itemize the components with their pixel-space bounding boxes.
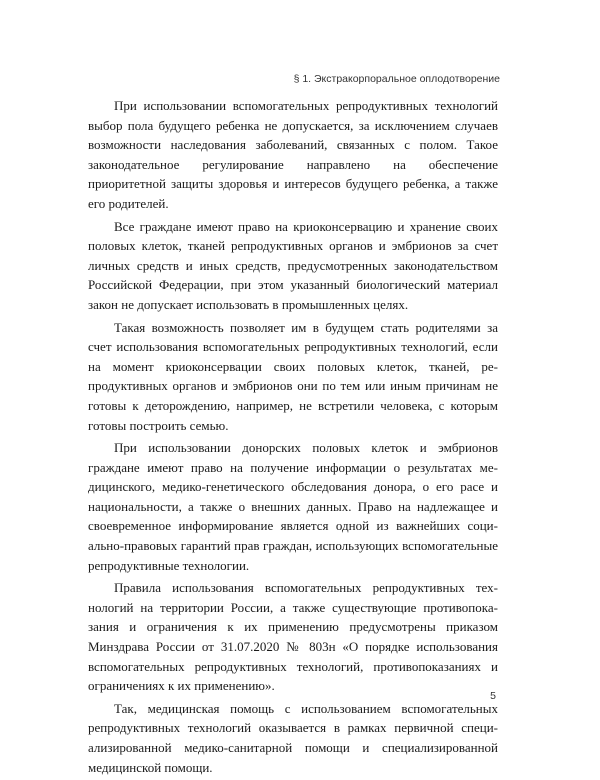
paragraph-4: При использовании донорских половых клеток и эмбрионов граждане имеют право на получение информации о результатах медицинского, медико-генетического обследования донора, о его расе и национальности, а также о внешних данных. Право на надлежащее и своевременное информирование является одной из важнейших социально-правовых гарантий прав граждан, использующих вспомогательные репродуктивные технологии. (88, 440, 498, 573)
page-number: 5 (490, 690, 496, 702)
body-text (88, 96, 498, 780)
paragraph-5: Правила использования вспомогательных репродуктивных технологий на территории России, а также существующие противопоказания и ограничения к их применению предусмотрены приказом Минздрава России от 31.07.2020 № 803н «О порядке использования вспомогательных репродуктивных технологий, противопоказаниях и ограничениях к их применению». (88, 580, 498, 694)
paragraph-2: Все граждане имеют право на криоконсервацию и хранение своих половых клеток, тканей репродуктивных органов и эмбрионов за счет личных средств и иных средств, предусмотренных законодательством Российской Федерации, при этом указанный биологический материал закон не допускает использовать в промышленных целях. (88, 218, 498, 312)
paragraph-3: Такая возможность позволяет им в будущем стать родителями за счет использования вспомогательных репродуктивных технологий, если на момент криоконсервации своих половых клеток, тканей, репродуктивных органов и эмбрионов они по тем или иным причинам не готовы к деторождению, например, не встретили человека, с которым готовы построить семью. (88, 319, 498, 433)
running-head: § 1. Экстракорпоральное оплодотворение (293, 73, 500, 85)
paragraph-6: Так, медицинская помощь с использованием вспомогательных репродуктивных технологий оказывается в рамках первичной специализированной медико-санитарной помощи и специализированной медицинской помощи. (88, 700, 498, 775)
paragraph-1: При использовании вспомогательных репродуктивных технологий выбор пола будущего ребенка не допускается, за исключением случаев возможности наследования заболеваний, связанных с полом. Такое законодательное регулирование направлено на обеспечение приоритетной защиты здоровья и интересов будущего ребенка, а также его родителей. (88, 98, 498, 211)
